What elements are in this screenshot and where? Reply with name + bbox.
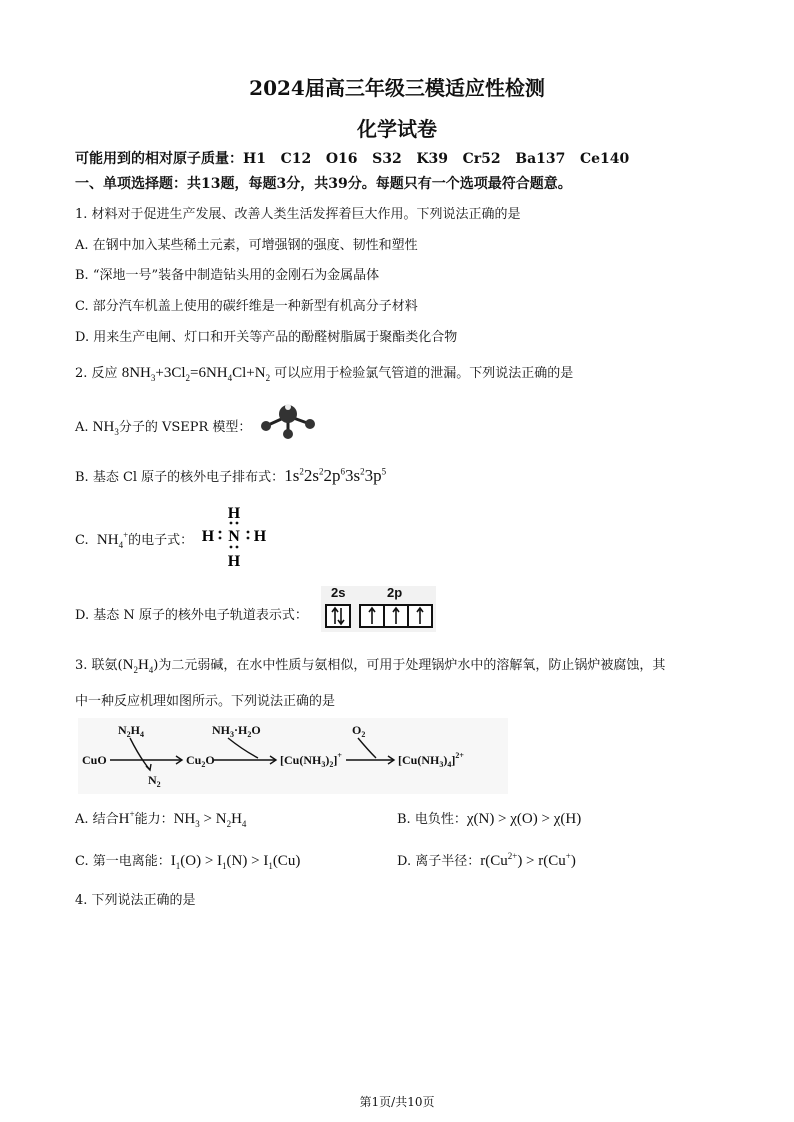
q2-c-formula: $NH_4^+$ <box>96 530 129 550</box>
page-number: 第1页/共10页 <box>359 1095 435 1109</box>
q2-option-b <box>75 466 386 486</box>
q1-option-b: B. “深地一号”装备中制造钻头用的金刚石为金属晶体 <box>75 268 380 283</box>
q3-d-expr: $r(Cu^{2+}) > r(Cu^+)$ <box>480 851 576 869</box>
svg-text:CuO: CuO <box>82 753 107 767</box>
q3-option-d <box>397 850 576 870</box>
reaction-mechanism-diagram <box>78 718 508 794</box>
vsepr-model-image <box>256 402 320 442</box>
q3-a-hplus: H+ <box>118 809 135 827</box>
orbital-2s-label: 2s <box>331 585 346 600</box>
q1-option-a: A. 在钢中加入某些稀土元素，可增强钢的强度、韧性和塑性 <box>75 238 418 253</box>
q3-b-prefix: B. 电负性： <box>397 812 467 827</box>
q3-stem-suffix: )为二元弱碱，在水中性质与氨相似，可用于处理锅炉水中的溶解氧，防止锅炉被腐蚀，其 <box>153 658 666 673</box>
q3-b-expr: χ(N) > χ(O) > χ(H) <box>466 811 582 827</box>
svg-text:O2: $O_2$ <box>352 723 366 739</box>
q3-d-prefix: D. 离子半径： <box>397 854 481 869</box>
svg-text:N2: $N_2$ <box>148 773 161 789</box>
q2-stem-suffix: 可以应用于检验氯气管道的泄漏。下列说法正确的是 <box>274 366 574 381</box>
q2-option-d: D. 基态 N 原子的核外电子轨道表示式： <box>75 608 308 623</box>
q2-c-suffix: 的电子式： <box>128 533 194 548</box>
svg-text:N: N <box>228 528 240 545</box>
q2-option-a <box>75 416 251 437</box>
q3-stem-line2: 中一种反应机理如图所示。下列说法正确的是 <box>75 694 336 709</box>
svg-text:[Cu(NH3)4]2+: $[Cu(NH_3)_4]^{2+}$ <box>398 751 464 769</box>
svg-text:[Cu(NH3)2]+: $[Cu(NH_3)_2]^+$ <box>280 751 342 769</box>
atomic-mass-label: 可能用到的相对原子质量： <box>75 151 243 167</box>
svg-text:H: H <box>201 528 215 545</box>
q2-c-prefix: C. <box>75 533 97 548</box>
q2-stem-prefix: 2. 反应 <box>75 366 118 381</box>
q2-b-prefix: B. 基态 Cl 原子的核外电子排布式： <box>75 470 285 485</box>
q2-a-prefix: A. <box>75 420 93 435</box>
q3-a-mid: 能力： <box>134 812 174 827</box>
q2-stem <box>75 362 573 383</box>
section-heading: 一、单项选择题：共13题，每题3分，共39分。每题只有一个选项最符合题意。 <box>75 176 572 192</box>
q3-option-a <box>75 808 246 829</box>
q1-option-c: C. 部分汽车机盖上使用的碳纤维是一种新型有机高分子材料 <box>75 299 418 314</box>
q2-option-c <box>75 529 193 550</box>
q2-a-formula: $NH_3$ <box>92 419 119 437</box>
q3-c-prefix: C. 第一电离能： <box>75 854 171 869</box>
q3-option-b <box>397 808 581 828</box>
atomic-mass-line <box>75 148 629 168</box>
q3-stem-prefix: 3. 联氨( <box>75 658 123 673</box>
q3-n2h4-formula: $N_2H_4$ <box>122 657 154 675</box>
svg-text:NH3·H2O: $NH_3\cdot H_2O$ <box>212 723 261 739</box>
q2-equation: $8NH_3+3Cl_2=6NH_4Cl+N_2$ <box>121 365 271 383</box>
q1-option-d: D. 用来生产电闸、灯口和开关等产品的酚醛树脂属于聚酯类化合物 <box>75 330 458 345</box>
svg-text:Cu2O: $Cu_2O$ <box>186 753 215 769</box>
orbital-2p-label: 2p <box>387 585 403 600</box>
svg-text:H: H <box>227 553 241 570</box>
svg-text:N2H4: $N_2H_4$ <box>118 723 145 739</box>
page-title: 2024届高三年级三模适应性检测 <box>249 76 545 100</box>
q3-option-c <box>75 850 300 871</box>
orbital-boxes <box>325 604 435 630</box>
q2-b-configuration: $1s^22s^22p^63s^23p^5$ <box>284 466 387 485</box>
q4-stem: 4. 下列说法正确的是 <box>75 893 196 908</box>
q1-stem: 1. 材料对于促进生产发展、改善人类生活发挥着巨大作用。下列说法正确的是 <box>75 207 521 222</box>
q3-c-expr: $I_1(O) > I_1(N) > I_1(Cu)$ <box>170 853 301 871</box>
q3-stem-line1 <box>75 654 665 675</box>
svg-text:H: H <box>253 528 267 545</box>
q3-a-expr: $NH_3 > N_2H_4$ <box>173 811 247 829</box>
q2-a-suffix: 分子的 VSEPR 模型： <box>118 420 252 435</box>
orbital-diagram <box>321 586 436 632</box>
electron-dot-image <box>198 503 270 571</box>
page-subtitle: 化学试卷 <box>357 117 437 141</box>
q3-a-prefix: A. 结合 <box>75 812 119 827</box>
svg-text:H: H <box>227 505 241 522</box>
atomic-mass-values: H1 C12 O16 S32 K39 Cr52 Ba137 Ce140 <box>243 151 630 167</box>
